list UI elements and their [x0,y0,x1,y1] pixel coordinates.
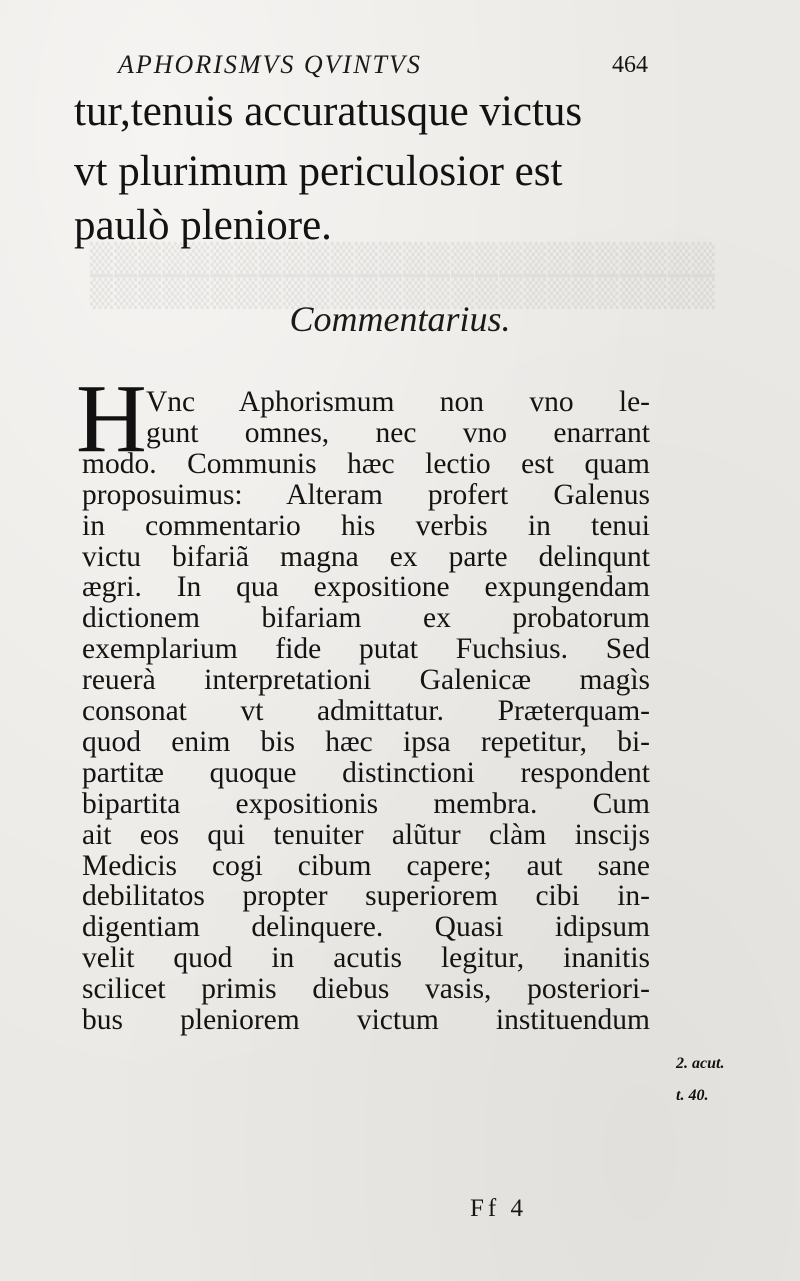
text-line: victu bifariã magna ex parte delinqunt [82,540,650,573]
text-line: ægri. In qua expositione expungendam [82,571,650,604]
text-line: debilitatos propter superiorem cibi in- [82,880,650,913]
text-line: digentiam delinquere. Quasi idipsum [82,911,650,944]
drop-cap: H [76,365,147,473]
margin-note: t. 40. [676,1087,709,1104]
text-line: bipartita expositionis membra. Cum [82,787,650,820]
text-line: modo. Communis hæc lectio est quam [82,447,650,480]
text-line: dictionem bifariam ex probatorum [82,602,650,635]
opening-line: vt plurimum periculosior est [74,148,563,195]
text-line: scilicet primis diebus vasis, posteriori- [82,973,650,1006]
text-line: consonat vt admittatur. Præterquam- [82,695,650,727]
text-line: ait eos qui tenuiter alũtur clàm inscijs [82,818,650,851]
text-line: Medicis cogi cibum capere; aut sane [82,849,650,882]
text-line: exemplarium fide putat Fuchsius. Sed [82,633,650,666]
text-line: partitæ quoque distinctioni respondent [82,756,650,789]
margin-note: 2. acut. [676,1055,725,1072]
opening-line: tur,tenuis accuratusque victus [74,88,583,135]
text-line: proposuimus: Alteram profert Galenus [82,478,650,511]
text-line: in commentario his verbis in tenui [82,509,650,542]
running-head-title: APHORISMVS QVINTVS [118,50,422,79]
text-line: Vnc Aphorismum non vno le- [146,386,650,418]
text-line: bus pleniorem victum instituendum [82,1004,650,1036]
opening-line: paulò pleniore. [74,202,332,249]
running-head [118,50,658,84]
text-line: velit quod in acutis legitur, inanitis [82,942,650,975]
signature-mark: Ff 4 [470,1195,527,1222]
page-number: 464 [612,52,648,78]
text-line: quod enim bis hæc ipsa repetitur, bi- [82,725,650,758]
text-line: gunt omnes, nec vno enarrant [146,416,650,449]
section-heading: Commentarius. [289,299,511,339]
bleed-through-shadow: ▒▒▒▒▒▒▒▒▒▒▒▒▒▒▒▒▒▒▒▒▒▒▒▒▒▒ ▒▒▒▒▒▒▒▒▒▒▒▒▒▒▒▒▒▒▒▒▒▒▒▒▒▒ [90,243,716,310]
text-line: reuerà interpretationi Galenicæ magìs [82,664,650,697]
